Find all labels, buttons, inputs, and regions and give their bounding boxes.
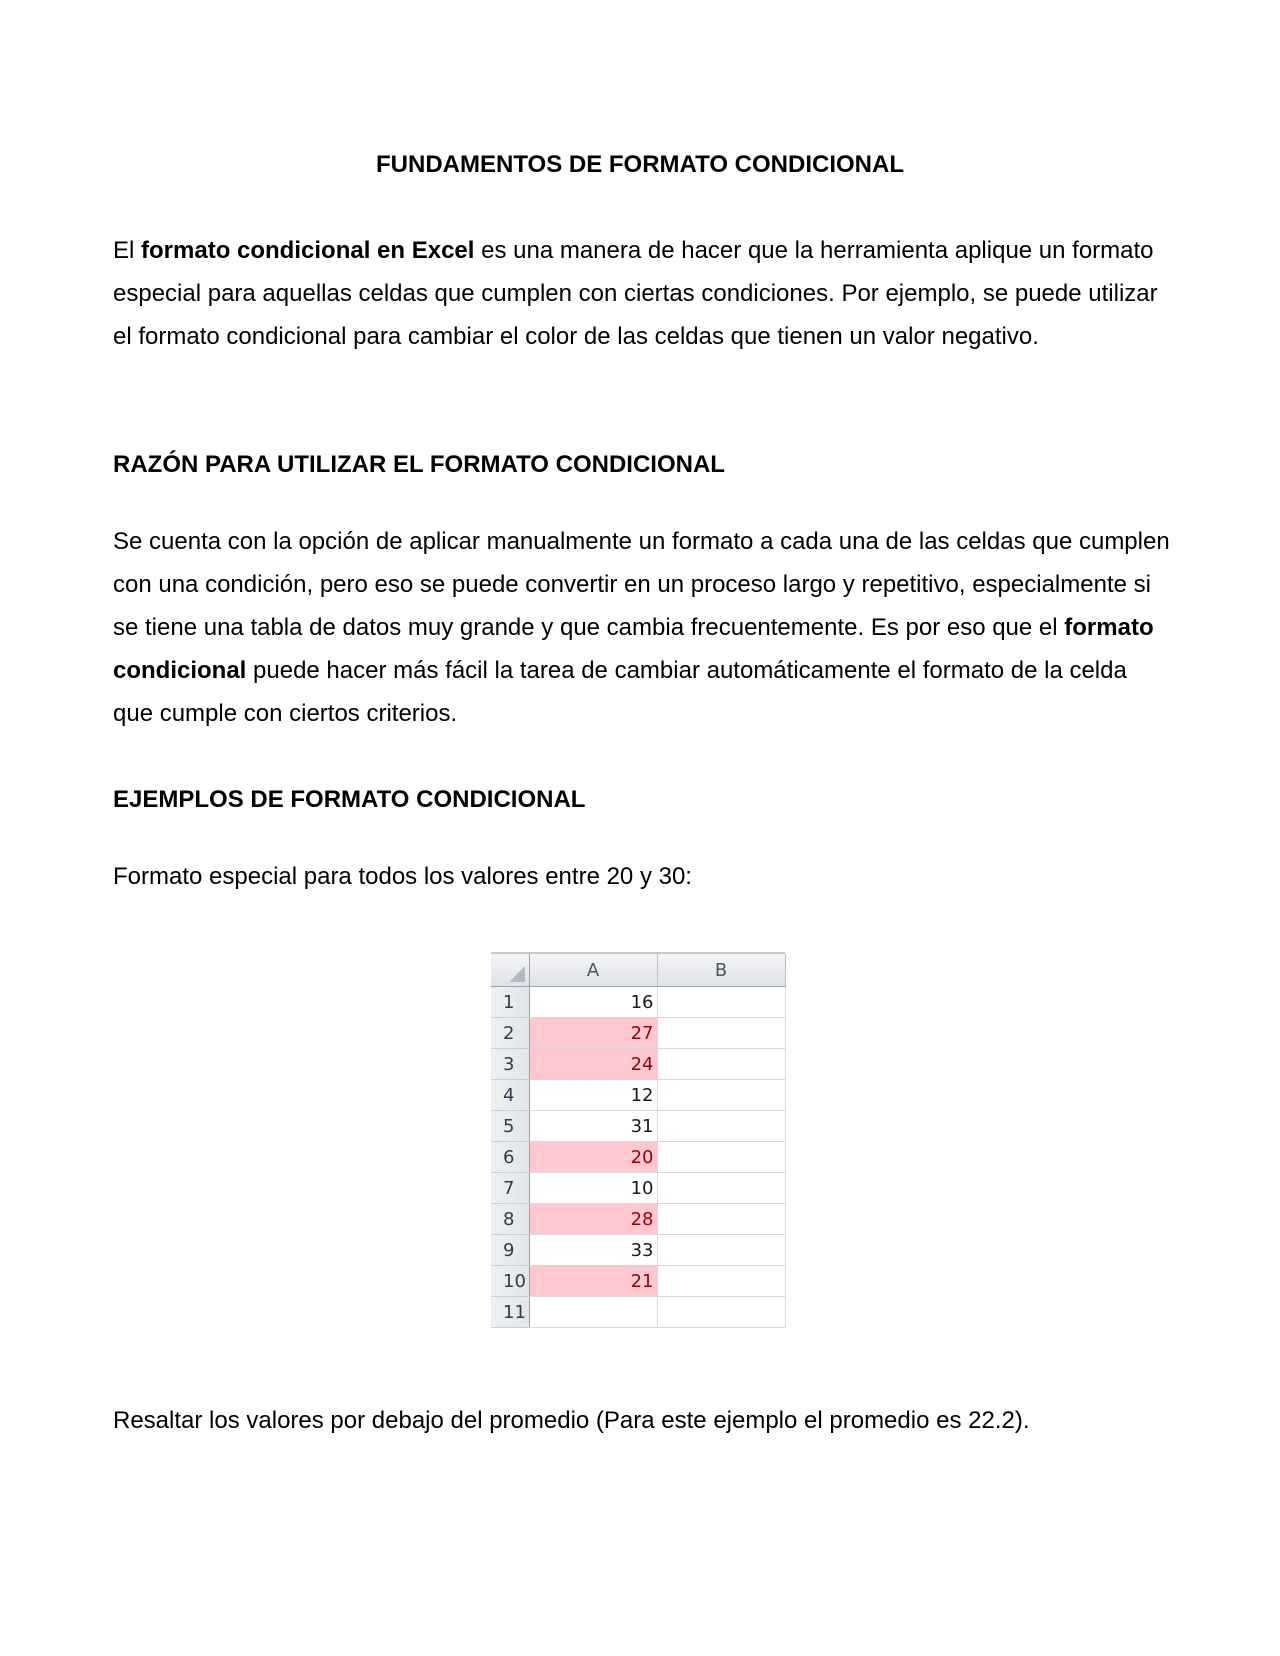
row-header: 3 [491, 1049, 529, 1080]
cell-a: 21 [529, 1266, 657, 1297]
cell-b [657, 1204, 785, 1235]
column-header-b: B [657, 954, 785, 987]
section-heading-ejemplos: EJEMPLOS DE FORMATO CONDICIONAL [113, 786, 586, 813]
razon-text-2: puede hacer más fácil la tarea de cambiar automáticamente el formato de la celda que cumple con ciertos criterios. [113, 657, 1127, 727]
row-header: 2 [491, 1018, 529, 1049]
cell-b [657, 1235, 785, 1266]
table-row [491, 1080, 785, 1111]
intro-text-2: es una manera de hacer que la herramienta aplique un formato especial para aquellas celdas que cumplen con ciertas condiciones. Por ejemplo, se puede utilizar el formato condicional para cambiar el color de las celdas que tienen un valor negativo. [113, 237, 1158, 350]
cell-a: 27 [529, 1018, 657, 1049]
cell-a: 31 [529, 1111, 657, 1142]
table-row [491, 1297, 785, 1328]
row-header: 4 [491, 1080, 529, 1111]
cell-a: 10 [529, 1173, 657, 1204]
cell-a: 12 [529, 1080, 657, 1111]
cell-b [657, 987, 785, 1018]
row-header: 11 [491, 1297, 529, 1328]
table-row [491, 1111, 785, 1142]
row-header: 1 [491, 987, 529, 1018]
table-row [491, 1049, 785, 1080]
cell-a: 24 [529, 1049, 657, 1080]
cell-b [657, 1111, 785, 1142]
row-header: 9 [491, 1235, 529, 1266]
cell-a: 20 [529, 1142, 657, 1173]
cell-a: 16 [529, 987, 657, 1018]
table-row [491, 1018, 785, 1049]
cell-b [657, 1173, 785, 1204]
select-all-corner [491, 954, 529, 987]
cell-a: 33 [529, 1235, 657, 1266]
cell-a [529, 1297, 657, 1328]
table-row [491, 1235, 785, 1266]
cell-b [657, 1266, 785, 1297]
cell-b [657, 1018, 785, 1049]
cell-b [657, 1297, 785, 1328]
cell-b [657, 1080, 785, 1111]
intro-paragraph [113, 229, 1173, 358]
column-header-a: A [529, 954, 657, 987]
intro-text-1: El [113, 237, 142, 264]
cell-b [657, 1049, 785, 1080]
section-heading-razon: RAZÓN PARA UTILIZAR EL FORMATO CONDICIONAL [113, 451, 725, 478]
row-header: 7 [491, 1173, 529, 1204]
row-header: 5 [491, 1111, 529, 1142]
table-row [491, 1142, 785, 1173]
page-title: FUNDAMENTOS DE FORMATO CONDICIONAL [376, 151, 904, 178]
table-row [491, 1173, 785, 1204]
cell-a: 28 [529, 1204, 657, 1235]
table-row [491, 987, 785, 1018]
example-1-text: Formato especial para todos los valores entre 20 y 30: [113, 863, 692, 890]
corner-triangle-icon [509, 966, 525, 982]
intro-bold-term: formato condicional en Excel [141, 237, 475, 264]
spreadsheet-table [491, 954, 786, 1328]
excel-sheet-image [491, 952, 785, 1339]
razon-bold-term: formato condicional [113, 614, 1154, 684]
razon-paragraph [113, 520, 1173, 735]
example-2-text: Resaltar los valores por debajo del promedio (Para este ejemplo el promedio es 22.2). [113, 1407, 1030, 1434]
row-header: 8 [491, 1204, 529, 1235]
razon-text-1: Se cuenta con la opción de aplicar manualmente un formato a cada una de las celdas que cumplen con una condición, pero eso se puede convertir en un proceso largo y repetitivo, especialmente si se tiene una tabla de datos muy grande y que cambia frecuentemente. Es por eso que el [113, 528, 1170, 641]
row-header: 10 [491, 1266, 529, 1297]
table-row [491, 1204, 785, 1235]
table-row [491, 1266, 785, 1297]
cell-b [657, 1142, 785, 1173]
row-header: 6 [491, 1142, 529, 1173]
spreadsheet-body [491, 987, 785, 1328]
